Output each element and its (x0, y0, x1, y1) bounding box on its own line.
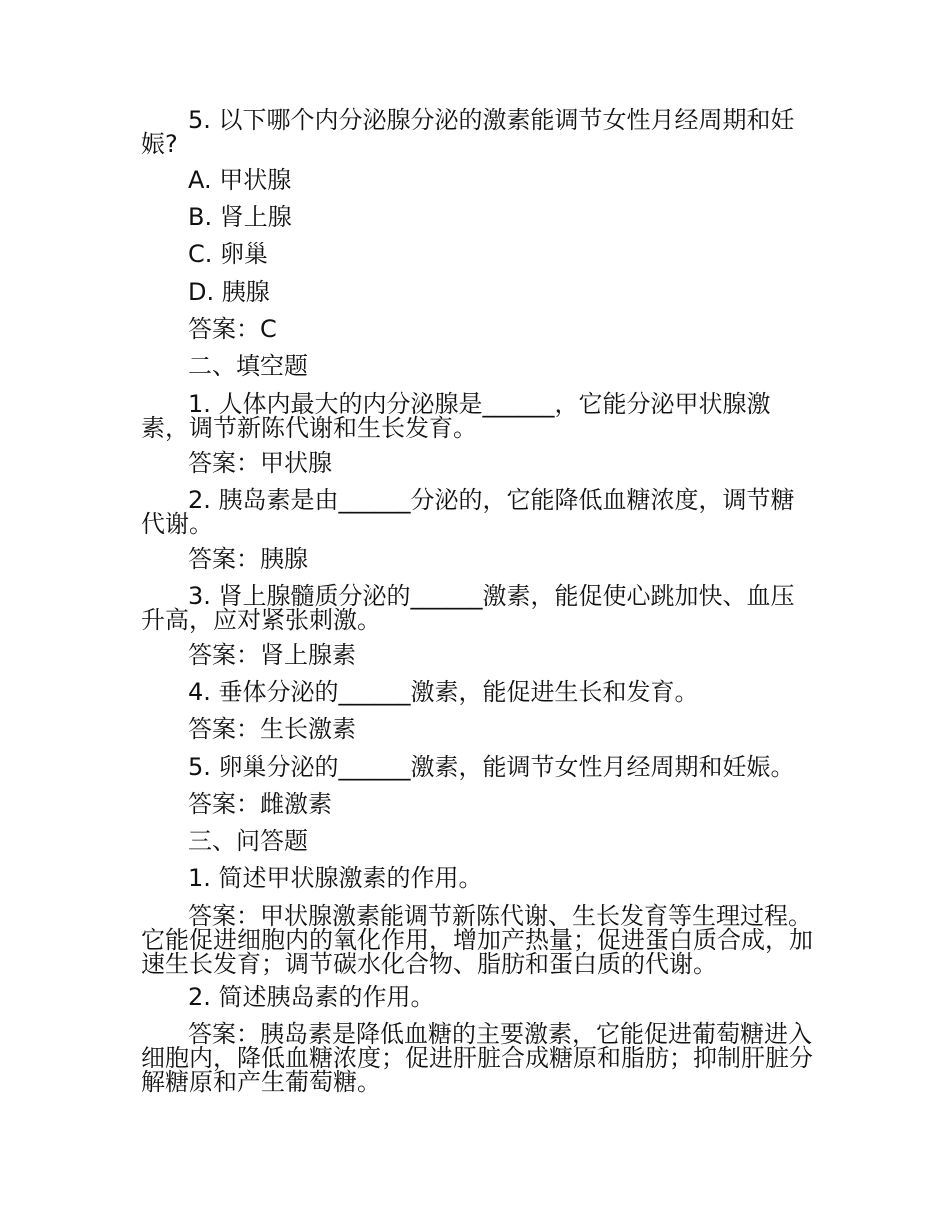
fill-answer-5: 答案：雌激素 (188, 790, 332, 818)
fill-section-heading: 二、填空题 (188, 352, 308, 380)
qa-answer-2: 答案：胰岛素是降低血糖的主要激素，它能促进葡萄糖进入细胞内，降低血糖浓度；促进肝脏合成糖原和脂肪；抑制肝脏分解糖原和产生葡萄糖。 (141, 1020, 813, 1096)
fill-question-4: 4. 垂体分泌的______激素，能促进生长和发育。 (188, 678, 699, 706)
qa-question-1: 1. 简述甲状腺激素的作用。 (188, 864, 483, 892)
fill-question-5: 5. 卵巢分泌的______激素，能调节女性月经周期和妊娠。 (188, 753, 795, 781)
qa-section-heading: 三、问答题 (188, 827, 308, 855)
mc-answer: 答案：C (188, 315, 277, 343)
fill-question-3: 3. 肾上腺髓质分泌的______激素，能促使心跳加快、血压升高，应对紧张刺激。 (141, 582, 795, 634)
fill-question-1: 1. 人体内最大的内分泌腺是______，它能分泌甲状腺激素，调节新陈代谢和生长发育。 (141, 390, 771, 442)
qa-answer-1: 答案：甲状腺激素能调节新陈代谢、生长发育等生理过程。它能促进细胞内的氧化作用，增加产热量；促进蛋白质合成，加速生长发育；调节碳水化合物、脂肪和蛋白质的代谢。 (141, 902, 813, 978)
option-a: A. 甲状腺 (188, 166, 292, 194)
qa-question-2: 2. 简述胰岛素的作用。 (188, 983, 435, 1011)
fill-answer-1: 答案：甲状腺 (188, 449, 332, 477)
mc-question-5: 5. 以下哪个内分泌腺分泌的激素能调节女性月经周期和妊娠? (141, 106, 795, 158)
fill-answer-4: 答案：生长激素 (188, 715, 356, 743)
option-c: C. 卵巢 (188, 240, 269, 268)
fill-answer-2: 答案：胰腺 (188, 545, 308, 573)
fill-question-2: 2. 胰岛素是由______分泌的，它能降低血糖浓度，调节糖代谢。 (141, 486, 795, 538)
option-d: D. 胰腺 (188, 278, 270, 306)
fill-answer-3: 答案：肾上腺素 (188, 641, 356, 669)
option-b: B. 肾上腺 (188, 203, 292, 231)
